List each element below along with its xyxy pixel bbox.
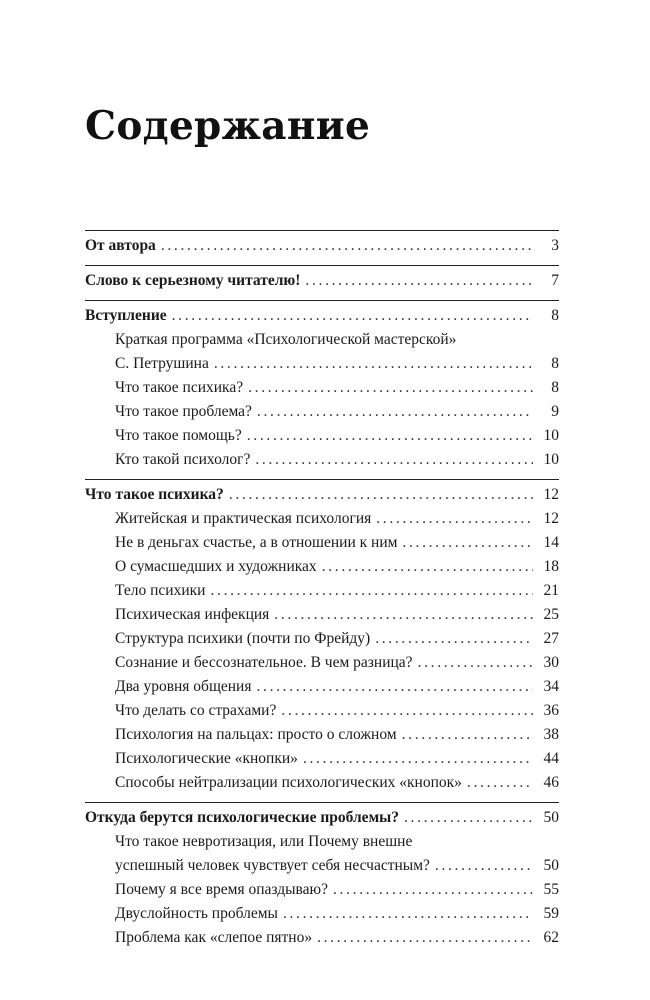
dot-leader (435, 854, 533, 878)
toc-subentry[interactable] (85, 854, 559, 878)
dot-leader (303, 747, 533, 771)
toc-subentry[interactable] (85, 507, 559, 531)
dot-leader (281, 699, 533, 723)
toc-page-number: 10 (543, 427, 559, 444)
toc-subentry-title: Психология на пальцах: просто о сложном (115, 726, 397, 743)
toc-page-number: 59 (543, 905, 559, 922)
dot-leader (274, 603, 533, 627)
toc-subentry-first-line[interactable] (85, 830, 559, 854)
toc-section-serious-reader (85, 265, 559, 300)
toc-page-number: 27 (543, 630, 559, 647)
dot-leader (256, 675, 533, 699)
toc-chapter-entry[interactable] (85, 483, 559, 507)
dot-leader (305, 269, 533, 293)
dot-leader (375, 627, 533, 651)
dot-leader (333, 878, 533, 902)
toc-page-number: 44 (543, 750, 559, 767)
table-of-contents (85, 230, 559, 957)
toc-page-number: 25 (543, 606, 559, 623)
book-page (85, 0, 559, 1000)
toc-page-number: 8 (551, 355, 559, 372)
toc-section-from-author (85, 230, 559, 265)
toc-subentry-title: Житейская и практическая психология (115, 510, 372, 527)
toc-subentry[interactable] (85, 448, 559, 472)
toc-subentry[interactable] (85, 424, 559, 448)
toc-subentry[interactable] (85, 902, 559, 926)
toc-subentry-title: успешный человек чувствует себя несчастным? (115, 857, 430, 874)
toc-chapter-entry[interactable] (85, 806, 559, 830)
toc-chapter-entry[interactable] (85, 304, 559, 328)
toc-subentry[interactable] (85, 723, 559, 747)
toc-subentry[interactable] (85, 376, 559, 400)
dot-leader (210, 579, 533, 603)
toc-subentry[interactable] (85, 699, 559, 723)
toc-page-number: 50 (543, 857, 559, 874)
toc-chapter-title: Вступление (85, 307, 167, 324)
toc-subentry-title: Что делать со страхами? (115, 702, 277, 719)
dot-leader (161, 234, 533, 258)
toc-page-number: 50 (543, 809, 559, 826)
dot-leader (317, 926, 533, 950)
dot-leader (376, 507, 533, 531)
toc-subentry[interactable] (85, 400, 559, 424)
toc-page-number: 9 (551, 403, 559, 420)
toc-page-number: 14 (543, 534, 559, 551)
toc-subentry-title: Не в деньгах счастье, а в отношении к ним (115, 534, 398, 551)
toc-subentry-title-part: Краткая программа «Психологической мастерской» (115, 331, 457, 348)
toc-subentry[interactable] (85, 531, 559, 555)
toc-section-where-problems-come-from (85, 802, 559, 957)
toc-chapter-title: Откуда берутся психологические проблемы? (85, 809, 399, 826)
toc-page-number: 38 (543, 726, 559, 743)
dot-leader (322, 555, 533, 579)
toc-page-number: 34 (543, 678, 559, 695)
toc-subentry-title-part: Что такое невротизация, или Почему внешне (115, 833, 413, 850)
dot-leader (404, 806, 533, 830)
toc-subentry-title: Способы нейтрализации психологических «кнопок» (115, 774, 462, 791)
toc-subentry-title: Психологические «кнопки» (115, 750, 298, 767)
toc-subentry[interactable] (85, 555, 559, 579)
toc-subentry-first-line[interactable] (85, 328, 559, 352)
toc-subentry-title: Что такое проблема? (115, 403, 252, 420)
toc-subentry-title: Проблема как «слепое пятно» (115, 929, 313, 946)
toc-subentry[interactable] (85, 651, 559, 675)
toc-subentry-title: Почему я все время опаздываю? (115, 881, 328, 898)
toc-subentry[interactable] (85, 747, 559, 771)
toc-page-number: 46 (543, 774, 559, 791)
dot-leader (248, 376, 533, 400)
toc-section-what-is-psyche (85, 479, 559, 802)
toc-page-number: 18 (543, 558, 559, 575)
toc-subentry-title: Два уровня общения (115, 678, 252, 695)
toc-page-number: 8 (551, 307, 559, 324)
dot-leader (247, 424, 533, 448)
toc-subentry-title: Что такое психика? (115, 379, 244, 396)
dot-leader (467, 771, 533, 795)
toc-page-number: 12 (543, 510, 559, 527)
toc-section-introduction (85, 300, 559, 479)
toc-subentry[interactable] (85, 878, 559, 902)
toc-subentry-title: Что такое помощь? (115, 427, 242, 444)
toc-page-number: 62 (543, 929, 559, 946)
toc-page-number: 55 (543, 881, 559, 898)
toc-subentry-title: С. Петрушина (115, 355, 209, 372)
toc-page-number: 21 (543, 582, 559, 599)
toc-chapter-title: Что такое психика? (85, 486, 224, 503)
dot-leader (257, 400, 533, 424)
dot-leader (418, 651, 533, 675)
toc-subentry[interactable] (85, 579, 559, 603)
dot-leader (283, 902, 533, 926)
toc-page-number: 30 (543, 654, 559, 671)
dot-leader (172, 304, 533, 328)
toc-subentry[interactable] (85, 926, 559, 950)
dot-leader (402, 723, 533, 747)
dot-leader (214, 352, 533, 376)
toc-chapter-entry[interactable] (85, 234, 559, 258)
toc-subentry[interactable] (85, 627, 559, 651)
toc-subentry-title: Психическая инфекция (115, 606, 270, 623)
toc-subentry[interactable] (85, 352, 559, 376)
toc-subentry-title: Кто такой психолог? (115, 451, 251, 468)
toc-subentry-title: Сознание и бессознательное. В чем разница? (115, 654, 413, 671)
toc-chapter-title: От автора (85, 237, 156, 254)
toc-subentry[interactable] (85, 603, 559, 627)
dot-leader (229, 483, 533, 507)
dot-leader (255, 448, 533, 472)
toc-subentry-title: Структура психики (почти по Фрейду) (115, 630, 371, 647)
toc-subentry-title: О сумасшедших и художниках (115, 558, 317, 575)
toc-page-number: 36 (543, 702, 559, 719)
toc-chapter-title: Слово к серьезному читателю! (85, 272, 301, 289)
page-title: Содержание (85, 103, 371, 149)
toc-subentry-title: Двуслойность проблемы (115, 905, 278, 922)
toc-page-number: 7 (551, 272, 559, 289)
toc-page-number: 10 (543, 451, 559, 468)
toc-page-number: 8 (551, 379, 559, 396)
toc-subentry-title: Тело психики (115, 582, 206, 599)
toc-subentry[interactable] (85, 771, 559, 795)
toc-chapter-entry[interactable] (85, 269, 559, 293)
toc-subentry[interactable] (85, 675, 559, 699)
dot-leader (402, 531, 533, 555)
toc-page-number: 3 (551, 237, 559, 254)
toc-page-number: 12 (543, 486, 559, 503)
